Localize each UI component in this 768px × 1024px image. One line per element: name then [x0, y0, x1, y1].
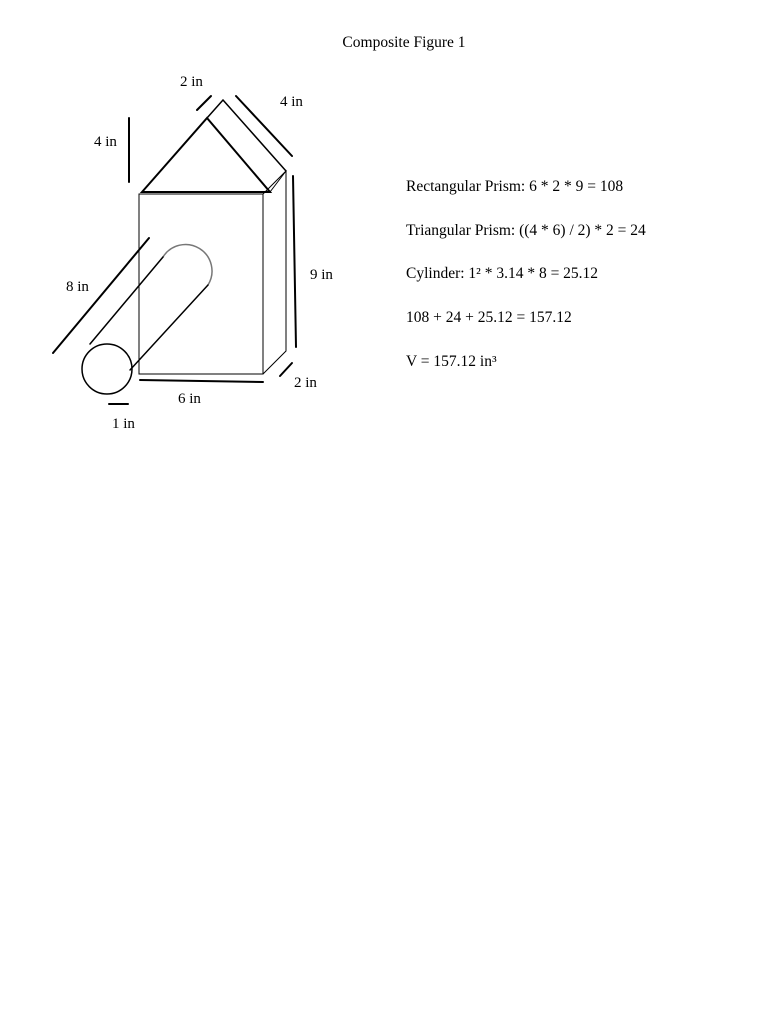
label-cyl-radius: 1 in	[112, 416, 135, 432]
label-slant: 4 in	[280, 94, 303, 110]
dim-line-top-width	[197, 96, 211, 110]
calc-sum: 108 + 24 + 25.12 = 157.12	[406, 309, 572, 326]
rect-prism-front-face	[139, 194, 263, 374]
calc-total-volume: V = 157.12 in³	[406, 353, 497, 370]
cylinder-back-end	[163, 245, 212, 285]
dim-line-rect-depth	[280, 363, 292, 376]
dim-line-rect-height	[293, 176, 296, 347]
cylinder-top-edge	[90, 257, 163, 344]
dim-line-cyl-length	[53, 238, 149, 353]
cylinder-rect-contact	[140, 380, 263, 382]
cylinder-front-end	[82, 344, 132, 394]
calc-triangular-prism: Triangular Prism: ((4 * 6) / 2) * 2 = 24	[406, 222, 646, 239]
composite-figure-diagram	[0, 0, 768, 460]
tri-prism-back-slope	[223, 100, 286, 171]
tri-prism-back-ridge	[207, 100, 223, 118]
calc-rectangular-prism: Rectangular Prism: 6 * 2 * 9 = 108	[406, 178, 624, 195]
cylinder-bottom-edge	[130, 285, 208, 370]
rect-prism-side-edges	[263, 171, 286, 374]
label-rect-width: 6 in	[178, 391, 201, 407]
label-rect-height: 9 in	[310, 267, 333, 283]
label-top-width: 2 in	[180, 74, 203, 90]
tri-prism-front-face	[142, 118, 270, 192]
label-tri-height: 4 in	[94, 134, 117, 150]
tri-prism-depth-edge	[270, 171, 286, 192]
label-rect-depth: 2 in	[294, 375, 317, 391]
page-title: Composite Figure 1	[342, 34, 466, 51]
calc-cylinder: Cylinder: 1² * 3.14 * 8 = 25.12	[406, 265, 599, 282]
label-cyl-length: 8 in	[66, 279, 89, 295]
